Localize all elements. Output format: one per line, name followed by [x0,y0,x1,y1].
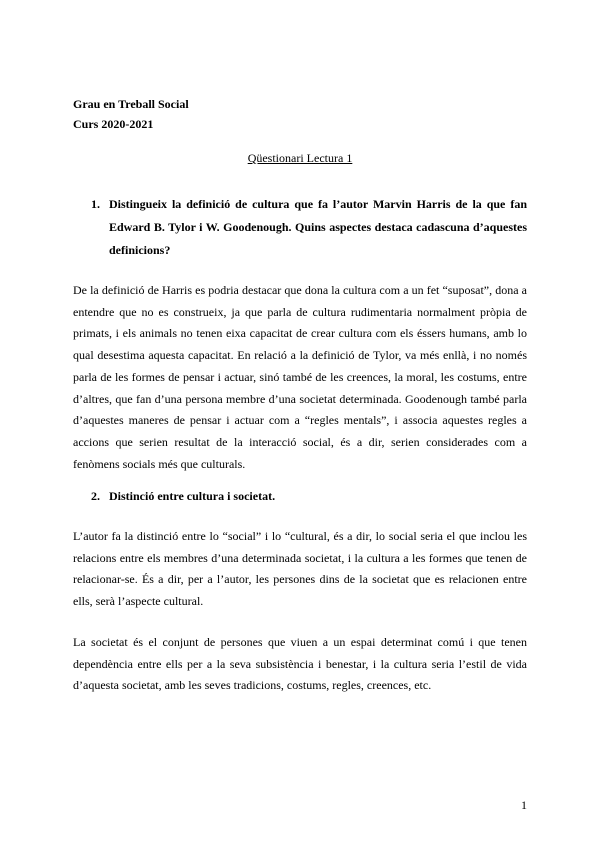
question-number: 1. [91,197,100,211]
document-title: Qüestionari Lectura 1 [247,151,353,165]
answer-paragraph-2: L’autor fa la distinció entre lo “social” i lo “cultural, és a dir, lo social seria el que inclou les relacions entre els membres d’una determinada societat, i la cultura a les formes que tenen de relacionar-se. És a dir, per a l’autor, les persones dins de la societat que es relacionen entre ells, serà l’aspecte cultural. [73,529,527,609]
degree-name: Grau en Treball Social [73,97,189,111]
document-header [73,94,189,134]
question-text: Distinció entre cultura i societat. [109,489,276,503]
answer-paragraph-3: La societat és el conjunt de persones que viuen a un espai determinat comú i que tenen dependència entre ells per a la seva subsistència i benestar, i la cultura seria l’estil de vida d’aquesta societat, amb les seves tradicions, costums, regles, creences, etc. [73,635,527,693]
answer-paragraph-1: De la definició de Harris es podria destacar que dona la cultura com a un fet “suposat”, dona a entendre que no es construeix, ja que parla de cultura rudimentaria normalment pròpia de primats, i els animals no tenen eixa capacitat de crear cultura com els éssers humans, amb lo qual desestima aquesta capacitat. En relació a la definició de Tylor, va més enllà, i no només parla de les formes de pensar i actuar, sinó també de les creences, la moral, les costums, entre d’altres, que fan d’una persona membre d’una societat determinada. Goodenough també parla d’aquestes maneres de pensar i actuar com a “regles mentals”, i associa aquestes regles a accions que serien resultat de la interacció social, és a dir, serien considerades com a fenòmens socials més que culturals. [73,283,527,471]
question-text: Distingueix la definició de cultura que fa l’autor Marvin Harris de la que fan Edward B. Tylor i W. Goodenough. Quins aspectes destaca cadascuna d’aquestes definicions? [109,197,527,257]
question-number: 2. [91,489,100,503]
question-1 [73,193,527,262]
question-2 [73,485,527,508]
course-year: Curs 2020-2021 [73,117,154,131]
page-number: 1 [521,798,527,812]
